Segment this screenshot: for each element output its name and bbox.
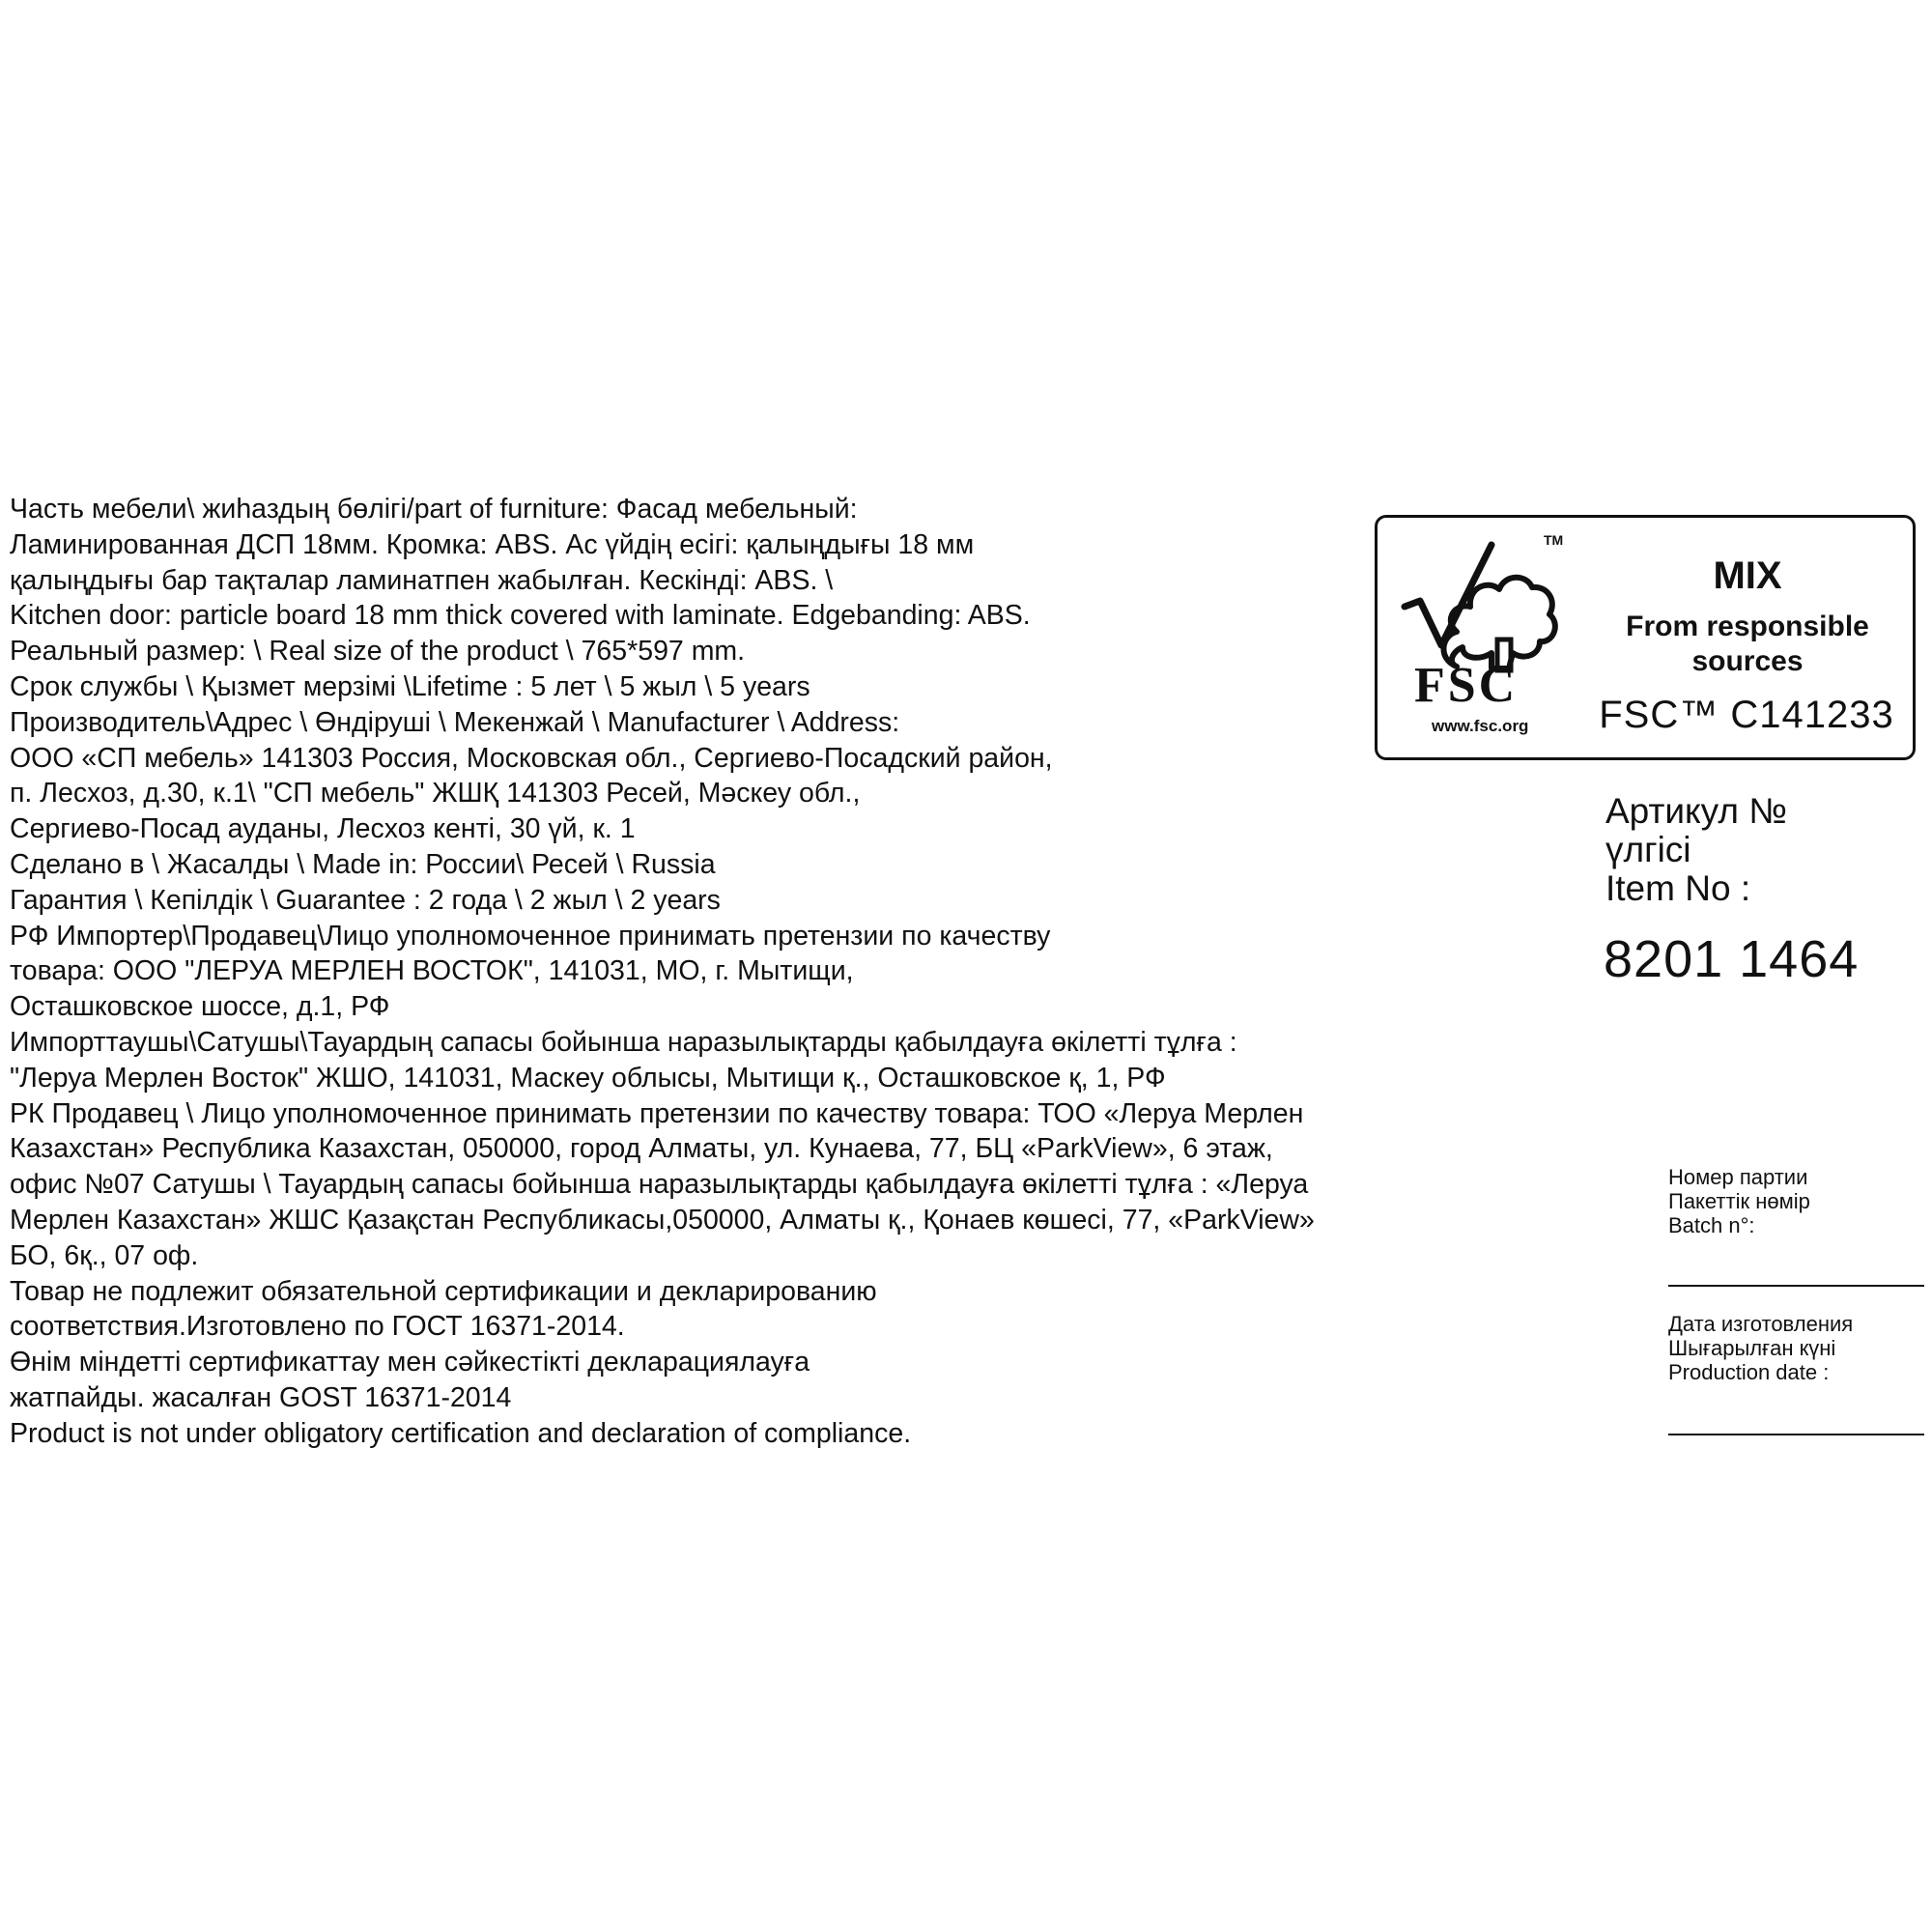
batch-number-blank [1668,1285,1924,1287]
fsc-claim-line: From responsible [1626,611,1869,642]
production-label-kz: Шығарылған күні [1668,1336,1836,1360]
fsc-claim [1598,610,1897,679]
info-line: Kitchen door: particle board 18 mm thick covered with laminate. Edgebanding: ABS. [10,600,1031,632]
article-label-kz: үлгісі [1605,830,1691,869]
info-line: қалыңдығы бар тақталар ламинатпен жабылған. Кескінді: ABS. \ [10,564,834,596]
batch-label-kz: Пакеттік нөмір [1668,1189,1810,1213]
fsc-logo-word: FSC [1414,658,1519,713]
production-date-label [1668,1312,1929,1384]
info-line: Часть мебели\ жиһаздың бөлігі/part of furniture: Фасад мебельный: [10,494,858,525]
info-line: офис №07 Сатушы \ Тауардың сапасы бойынша наразылықтарды қабылдауға өкілетті тұлға : «Леруа [10,1169,1309,1201]
batch-number-label [1668,1165,1929,1237]
info-line: товара: ООО "ЛЕРУА МЕРЛЕН ВОСТОК", 141031, МО, г. Мытищи, [10,955,854,987]
batch-label-ru: Номер партии [1668,1165,1808,1189]
fsc-license-code: FSC™ C141233 [1599,694,1894,736]
article-label-en: Item No : [1605,868,1751,908]
info-line: РК Продавец \ Лицо уполномоченное принимать претензии по качеству товара: ТОО «Леруа Мерлен [10,1097,1304,1129]
fsc-mix-title: MIX [1713,554,1782,597]
info-line: Производитель\Адрес \ Өндіруші \ Мекенжай \ Manufacturer \ Address: [10,706,900,738]
info-line: Product is not under obligatory certification and declaration of compliance. [10,1417,912,1449]
info-line: Товар не подлежит обязательной сертификации и декларированию [10,1275,877,1307]
info-line: Гарантия \ Кепілдік \ Guarantee : 2 года \ 2 жыл \ 2 years [10,884,721,916]
batch-label-en: Batch n°: [1668,1213,1755,1237]
info-line: Сергиево-Посад ауданы, Лесхоз кенті, 30 үй, к. 1 [10,813,636,845]
fsc-label [1375,515,1916,760]
article-label-ru: Артикул № [1605,791,1787,831]
info-line: Срок службы \ Қызмет мерзімі \Lifetime : 5 лет \ 5 жыл \ 5 years [10,670,810,702]
info-line: Казахстан» Республика Казахстан, 050000, город Алматы, ул. Кунаева, 77, БЦ «ParkView», 6 этаж, [10,1133,1273,1165]
info-line: Сделано в \ Жасалды \ Made in: России\ Ресей \ Russia [10,848,716,880]
info-line: жатпайды. жасалған GOST 16371-2014 [10,1381,512,1413]
info-line: БО, 6қ., 07 оф. [10,1239,199,1271]
info-line: Импорттаушы\Сатушы\Тауардың сапасы бойынша наразылықтарды қабылдауға өкілетті тұлға : [10,1026,1237,1058]
fsc-tm-mark: TM [1544,532,1563,548]
info-line: Ламинированная ДСП 18мм. Кромка: ABS. Ас үйдің есігі: қалыңдығы 18 мм [10,528,975,560]
fsc-url: www.fsc.org [1432,717,1529,735]
info-line: Осташковское шоссе, д.1, РФ [10,991,390,1023]
info-line: "Леруа Мерлен Восток" ЖШО, 141031, Маскеу облысы, Мытищи қ., Осташковское қ, 1, РФ [10,1062,1166,1094]
info-line: ООО «СП мебель» 141303 Россия, Московская обл., Сергиево-Посадский район, [10,742,1053,774]
info-line: п. Лесхоз, д.30, к.1\ "СП мебель" ЖШҚ 141303 Ресей, Мәскеу обл., [10,778,861,810]
fsc-claim-line: sources [1691,645,1804,677]
info-line: Реальный размер: \ Real size of the product \ 765*597 mm. [10,636,746,668]
production-date-blank [1668,1434,1924,1435]
article-label [1605,792,1915,908]
info-line: Өнім міндетті сертификаттау мен сәйкестікті декларациялауға [10,1347,810,1378]
info-line: Мерлен Казахстан» ЖШС Қазақстан Республикасы,050000, Алматы қ., Қонаев көшесі, 77, «ParkView» [10,1204,1315,1236]
fsc-tree-check-icon [1399,531,1563,676]
info-line: РФ Импортер\Продавец\Лицо уполномоченное принимать претензии по качеству [10,920,1051,952]
production-label-en: Production date : [1668,1360,1830,1384]
production-label-ru: Дата изготовления [1668,1312,1854,1336]
info-line: соответствия.Изготовлено по ГОСТ 16371-2014. [10,1311,625,1343]
article-number: 8201 1464 [1604,930,1860,988]
